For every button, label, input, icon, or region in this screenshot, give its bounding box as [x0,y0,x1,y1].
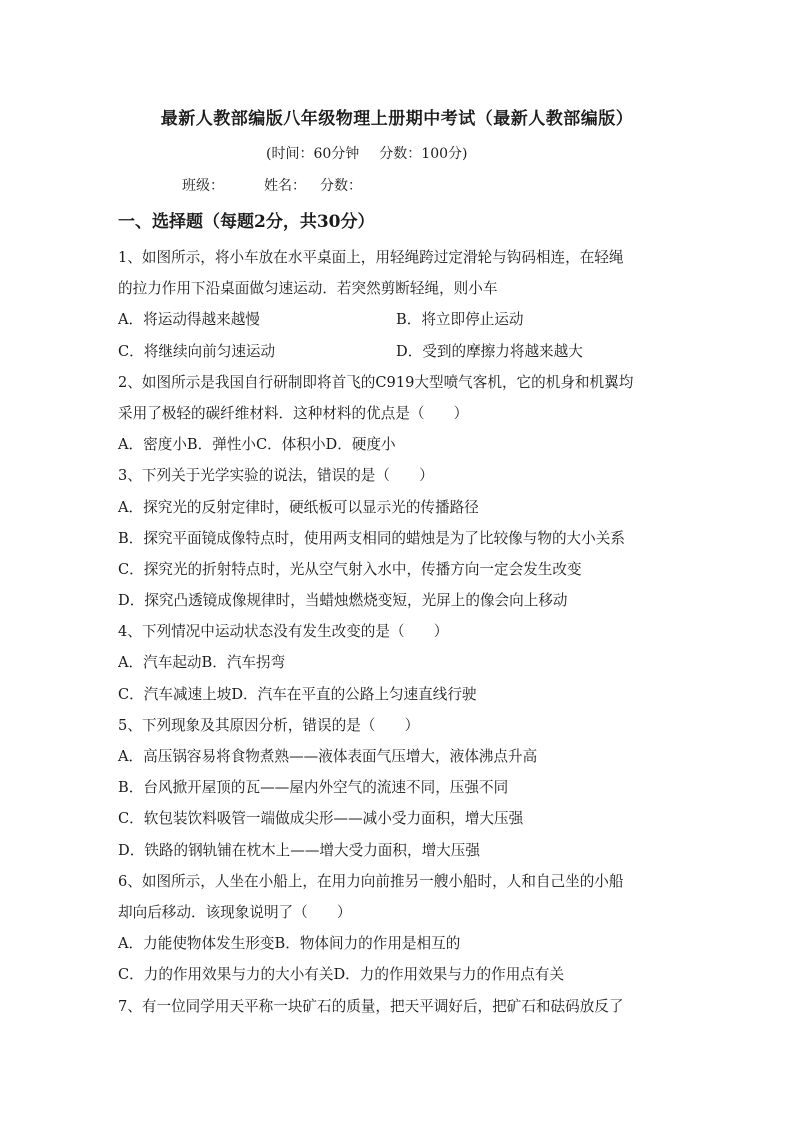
q2-options: A．密度小B．弹性小C．体积小D．硬度小 [118,436,396,454]
q1-options-row1 [118,304,678,335]
q4-options-line2: C．汽车减速上坡D．汽车在平直的公路上匀速直线行驶 [118,685,477,703]
q5-option-b: B．台风掀开屋顶的瓦——屋内外空气的流速不同，压强不同 [118,779,509,797]
q3-option-b: B．探究平面镜成像特点时，使用两支相同的蜡烛是为了比较像与物的大小关系 [118,529,625,547]
score-field-label: 分数： [320,178,362,194]
q3-option-c: C．探究光的折射特点时，光从空气射入水中，传播方向一定会发生改变 [118,560,582,578]
q5-option-c: C．软包装饮料吸管一端做成尖形——减小受力面积，增大压强 [118,810,524,828]
q1-options-row2 [118,336,678,367]
student-info-fields [182,175,362,195]
q1-stem-line1: 1、如图所示，将小车放在水平桌面上，用轻绳跨过定滑轮与钩码相连，在轻绳 [118,249,624,266]
q3-option-a: A．探究光的反射定律时，硬纸板可以显示光的传播路径 [118,498,479,516]
q1-stem-line2: 的拉力作用下沿桌面做匀速运动．若突然剪断轻绳，则小车 [118,280,498,298]
exam-title: 最新人教部编版八年级物理上册期中考试（最新人教部编版） [160,109,634,129]
q5-stem: 5、下列现象及其原因分析，错误的是（ ） [118,716,420,734]
q7-stem-line1: 7、有一位同学用天平称一块矿石的质量，把天平调好后，把矿石和砝码放反了 [118,997,624,1015]
q3-stem: 3、下列关于光学实验的说法，错误的是（ ） [118,467,434,485]
q2-stem-line2: 采用了极轻的碳纤维材料．这种材料的优点是（ ） [118,404,469,422]
q3-option-d: D．探究凸透镜成像规律时，当蜡烛燃烧变短，光屏上的像会向上移动 [118,592,568,610]
exam-meta [266,143,467,163]
q6-options-line1: A．力能使物体发生形变B．物体间力的作用是相互的 [118,935,461,953]
q5-option-d: D．铁路的钢轨铺在枕木上——增大受力面积，增大压强 [118,841,480,859]
q6-options-line2: C．力的作用效果与力的大小有关D．力的作用效果与力的作用点有关 [118,966,565,984]
q4-options-line1: A．汽车起动B．汽车拐弯 [118,654,286,672]
q1-option-b: B．将立即停止运动 [396,311,524,329]
q4-stem: 4、下列情况中运动状态没有发生改变的是（ ） [118,623,449,641]
question-list [118,242,678,1022]
q6-stem-line2: 却向后移动．该现象说明了（ ） [118,903,352,921]
exam-time: (时间：60分钟 [266,146,360,162]
q1-option-c: C．将继续向前匀速运动 [118,342,276,360]
q2-stem-line1: 2、如图所示是我国自行研制即将首飞的C919大型喷气客机，它的机身和机翼均 [118,373,634,391]
class-field-label: 班级： [182,178,224,194]
q6-stem-line1: 6、如图所示，人坐在小船上，在用力向前推另一艘小船时，人和自己坐的小船 [118,872,624,890]
name-field-label: 姓名： [264,178,306,194]
q1-option-d: D．受到的摩擦力将越来越大 [396,342,583,360]
exam-total-score: 分数：100分) [379,146,468,162]
section-heading: 一、选择题（每题2分，共30分） [118,212,375,232]
q1-option-a: A．将运动得越来越慢 [118,311,260,329]
q5-option-a: A．高压锅容易将食物煮熟——液体表面气压增大，液体沸点升高 [118,748,538,765]
